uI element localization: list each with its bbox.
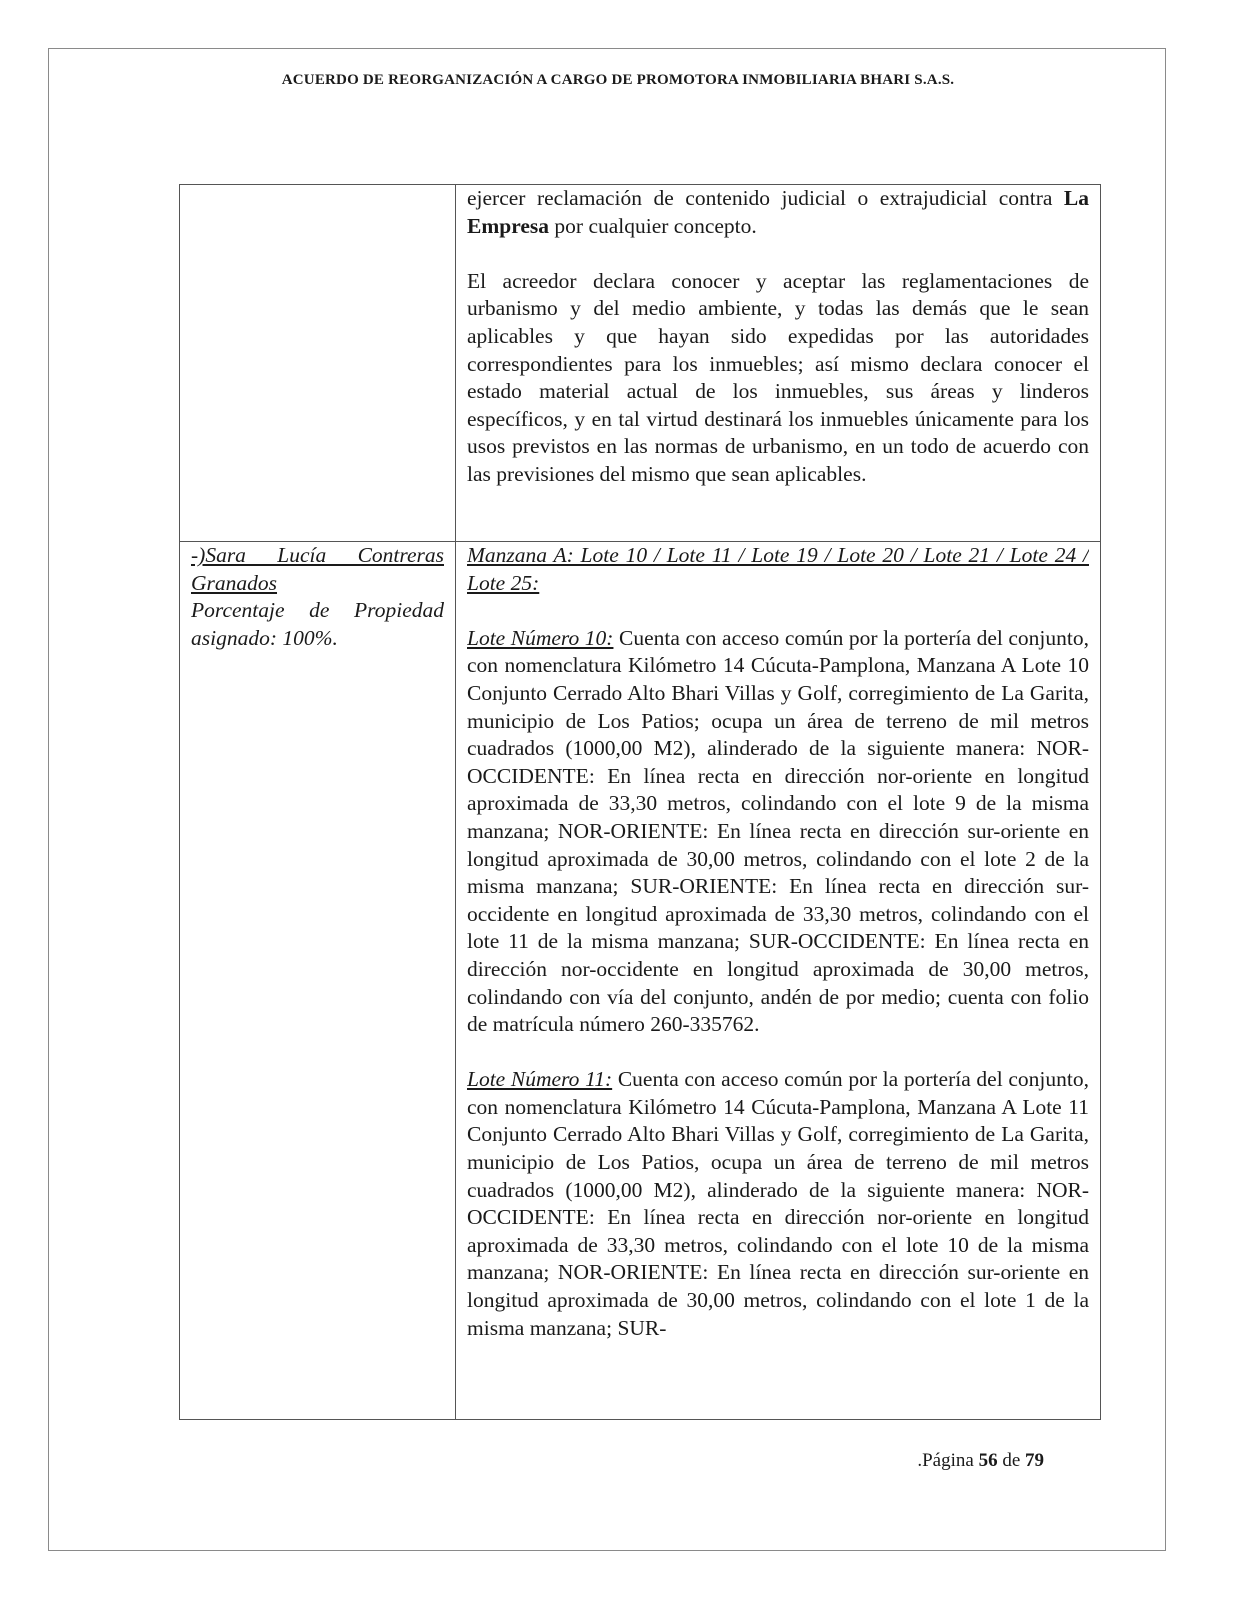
document-header: ACUERDO DE REORGANIZACIÓN A CARGO DE PROMOTORA INMOBILIARIA BHARI S.A.S. xyxy=(281,72,955,88)
company-name: La Empresa xyxy=(467,186,1089,238)
regulations-paragraph: El acreedor declara conocer y aceptar las reglamentaciones de urbanismo y del medio ambiente, y todas las demás que le sean aplicables y que hayan sido expedidas por las autoridades correspondientes para los inmuebles; así mismo declara conocer el estado material actual de los inmuebles, sus áreas y linderos específicos, y en tal virtud destinará los inmuebles únicamente para los usos previstos en las normas de urbanismo, en un todo de acuerdo con las previsiones del mismo que sean aplicables. xyxy=(467,268,1089,486)
property-table xyxy=(179,184,1101,1420)
manzana-heading: Manzana A: Lote 10 / Lote 11 / Lote 19 / Lote 20 / Lote 21 / Lote 24 / Lote 25: xyxy=(467,543,1089,595)
lote-11-label: Lote Número 11: xyxy=(467,1067,613,1092)
owner-name: -)Sara Lucía Contreras Granados xyxy=(191,543,444,595)
table-row xyxy=(180,542,1101,1420)
table-row xyxy=(180,185,1101,542)
lote-10-paragraph: Lote Número 10: Cuenta con acceso común por la portería del conjunto, con nomenclatura Kilómetro 14 Cúcuta-Pamplona, Manzana A Lote 10 Conjunto Cerrado Alto Bhari Villas y Golf, corregimiento de La Garita, municipio de Los Patios; ocupa un área de terreno de mil metros cuadrados (1000,00 M2), alinderado de la siguiente manera: NOR-OCCIDENTE: En línea recta en dirección nor-oriente en longitud aproximada de 33,30 metros, colindando con el lote 9 de la misma manzana; NOR-ORIENTE: En línea recta en dirección sur-oriente en longitud aproximada de 30,00 metros, colindando con el lote 2 de la misma manzana; SUR-ORIENTE: En línea recta en dirección sur-occidente en longitud aproximada de 33,30 metros, colindando con el lote 11 de la misma manzana; SUR-OCCIDENTE: En línea recta en dirección nor-occidente en longitud aproximada de 30,00 metros, colindando con vía del conjunto, andén de por medio; cuenta con folio de matrícula número 260-335762. xyxy=(467,625,1089,1037)
owner-cell xyxy=(180,542,456,1420)
lote-11-paragraph: Lote Número 11: Cuenta con acceso común por la portería del conjunto, con nomenclatura Kilómetro 14 Cúcuta-Pamplona, Manzana A Lote 11 Conjunto Cerrado Alto Bhari Villas y Golf, corregimiento de La Garita, municipio de Los Patios, ocupa un área de terreno de mil metros cuadrados (1000,00 M2), alinderado de la siguiente manera: NOR-OCCIDENTE: En línea recta en dirección nor-oriente en longitud aproximada de 33,30 metros, colindando con el lote 10 de la misma manzana; NOR-ORIENTE: En línea recta en dirección sur-oriente en longitud aproximada de 30,00 metros, colindando con el lote 1 de la misma manzana; SUR- xyxy=(467,1067,1089,1340)
lote-10-label: Lote Número 10: xyxy=(467,625,614,650)
description-cell xyxy=(456,542,1101,1420)
ownership-percentage: Porcentaje de Propiedad asignado: 100%. xyxy=(191,598,444,650)
continuation-paragraph: ejercer reclamación de contenido judicial o extrajudicial contra La Empresa por cualquier concepto. xyxy=(467,186,1089,238)
owner-cell xyxy=(180,185,456,542)
description-cell xyxy=(456,185,1101,542)
page-number: .Página 56 de 79 xyxy=(917,1450,1044,1471)
